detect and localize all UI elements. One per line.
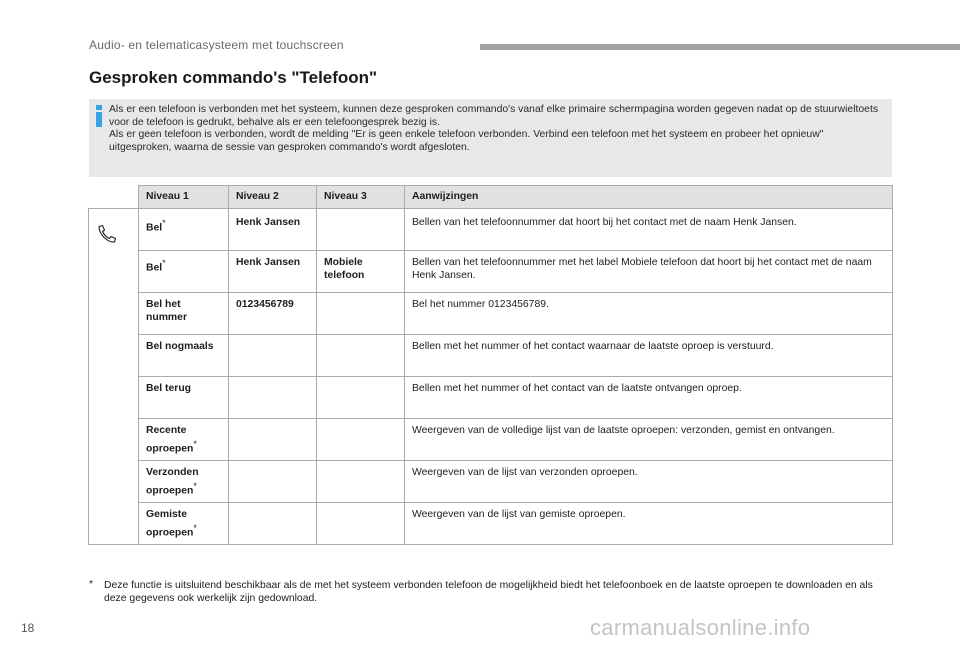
phone-icon-cell bbox=[89, 209, 139, 545]
cell-notes: Bel het nummer 0123456789. bbox=[405, 293, 893, 335]
info-icon bbox=[92, 105, 106, 127]
header-level-3: Niveau 3 bbox=[317, 186, 405, 209]
info-paragraph-2: Als er geen telefoon is verbonden, wordt de melding "Er is geen enkele telefoon verbonden. Verbind een telefoon met het systeem en probeer het opnieuw" uitgesproken, waarna de sessie van gesproken commando's wordt afgesloten. bbox=[109, 129, 824, 154]
table-row bbox=[89, 335, 893, 377]
table-row bbox=[89, 419, 893, 461]
cell-notes: Bellen van het telefoonnummer dat hoort bij het contact met de naam Henk Jansen. bbox=[405, 209, 893, 251]
cell-level-3 bbox=[317, 419, 405, 461]
cell-level-2: Henk Jansen bbox=[229, 251, 317, 293]
header-notes: Aanwijzingen bbox=[405, 186, 893, 209]
phone-icon bbox=[96, 223, 118, 245]
cell-level-1: Bel nogmaals bbox=[139, 335, 229, 377]
cell-level-1: Bel terug bbox=[139, 377, 229, 419]
page-heading: Gesproken commando's "Telefoon" bbox=[89, 68, 378, 87]
cell-level-1: Verzonden oproepen* bbox=[139, 461, 229, 503]
cell-level-2 bbox=[229, 461, 317, 503]
cell-level-2 bbox=[229, 419, 317, 461]
watermark: carmanualsonline.info bbox=[590, 615, 811, 640]
cell-notes: Bellen van het telefoonnummer met het label Mobiele telefoon dat hoort bij het contact met de naam Henk Jansen. bbox=[405, 251, 893, 293]
cell-level-1: Bel het nummer bbox=[139, 293, 229, 335]
table-row bbox=[89, 461, 893, 503]
footnote bbox=[89, 579, 889, 605]
cell-level-3 bbox=[317, 335, 405, 377]
cell-level-2 bbox=[229, 377, 317, 419]
table-row bbox=[89, 377, 893, 419]
voice-commands-table bbox=[88, 185, 893, 545]
section-title: Audio- en telematicasysteem met touchscreen bbox=[89, 38, 344, 52]
table-row bbox=[89, 251, 893, 293]
cell-level-2: Henk Jansen bbox=[229, 209, 317, 251]
footnote-mark: * bbox=[89, 579, 94, 590]
cell-notes: Weergeven van de lijst van verzonden oproepen. bbox=[405, 461, 893, 503]
cell-level-3 bbox=[317, 377, 405, 419]
cell-level-3: Mobiele telefoon bbox=[317, 251, 405, 293]
cell-level-1: Bel* bbox=[139, 251, 229, 293]
header-level-1: Niveau 1 bbox=[139, 186, 229, 209]
cell-level-3 bbox=[317, 209, 405, 251]
cell-level-1: Gemiste oproepen* bbox=[139, 503, 229, 545]
cell-notes: Bellen met het nummer of het contact waarnaar de laatste oproep is verstuurd. bbox=[405, 335, 893, 377]
table-row bbox=[89, 293, 893, 335]
cell-notes: Bellen met het nummer of het contact van de laatste ontvangen oproep. bbox=[405, 377, 893, 419]
table-row bbox=[89, 209, 893, 251]
header-level-2: Niveau 2 bbox=[229, 186, 317, 209]
info-box bbox=[89, 99, 892, 177]
cell-level-2 bbox=[229, 335, 317, 377]
cell-level-1: Recente oproepen* bbox=[139, 419, 229, 461]
footnote-text: Deze functie is uitsluitend beschikbaar als de met het systeem verbonden telefoon de mogelijkheid biedt het telefoonboek en de laatste oproepen te downloaden en als deze gegevens ook werkelijk zijn gedownload. bbox=[104, 580, 873, 604]
cell-level-3 bbox=[317, 503, 405, 545]
cell-level-2: 0123456789 bbox=[229, 293, 317, 335]
cell-level-2 bbox=[229, 503, 317, 545]
info-paragraph-1: Als er een telefoon is verbonden met het systeem, kunnen deze gesproken commando's vanaf elke primaire schermpagina worden gegeven nadat op de stuurwieltoets voor de telefoon is gedrukt, behalve als er een telefoongesprek bezig is. bbox=[109, 104, 879, 128]
page-number: 18 bbox=[21, 621, 35, 635]
header-bar bbox=[480, 44, 960, 50]
cell-level-3 bbox=[317, 293, 405, 335]
table-row bbox=[89, 503, 893, 545]
cell-level-1: Bel* bbox=[139, 209, 229, 251]
cell-notes: Weergeven van de lijst van gemiste oproepen. bbox=[405, 503, 893, 545]
cell-notes: Weergeven van de volledige lijst van de laatste oproepen: verzonden, gemist en ontvangen. bbox=[405, 419, 893, 461]
table-header-row bbox=[89, 186, 893, 209]
cell-level-3 bbox=[317, 461, 405, 503]
